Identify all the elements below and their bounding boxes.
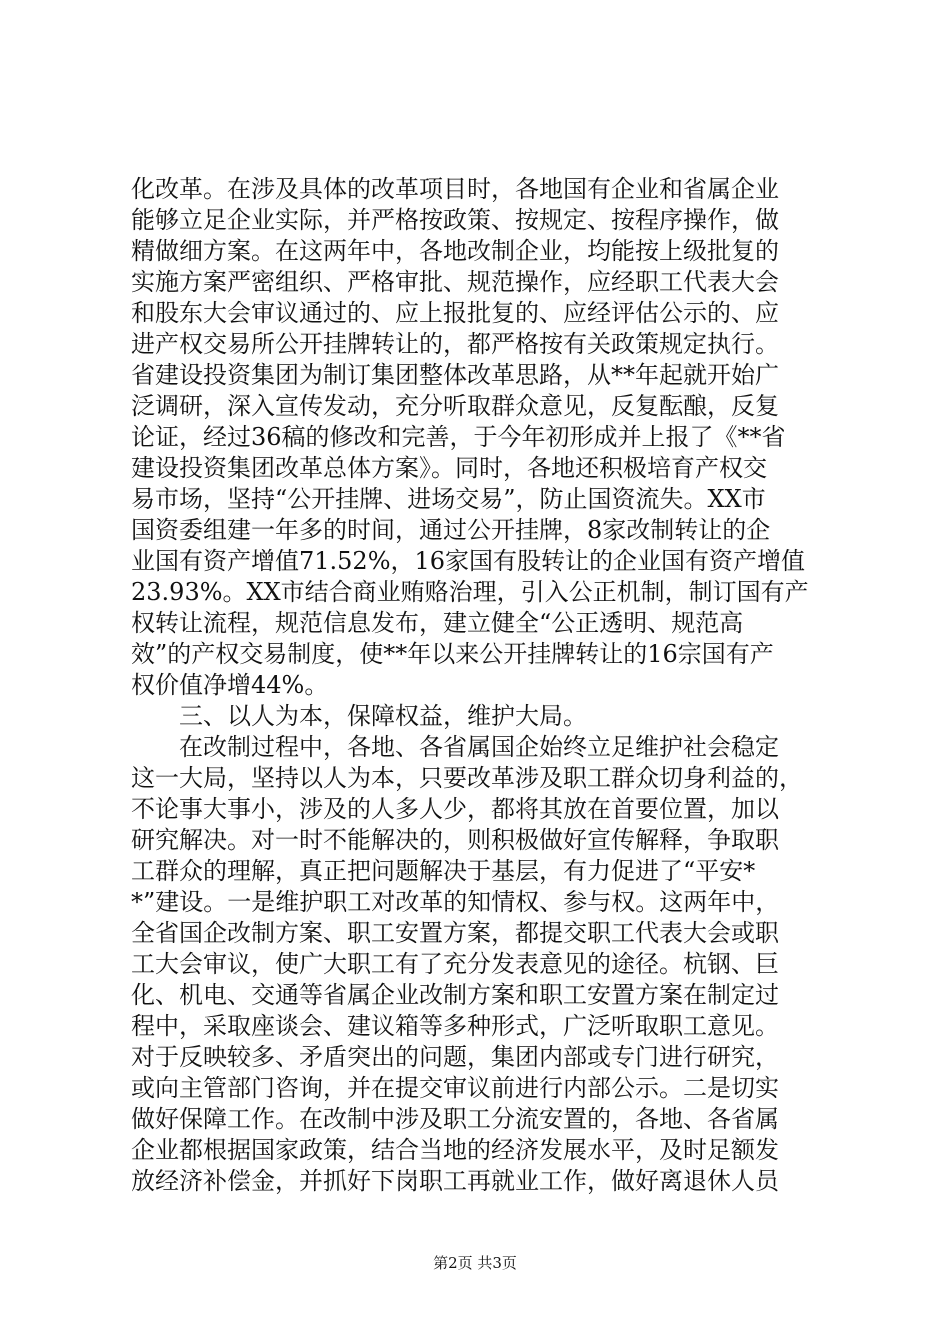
text-line: 工群众的理解，真正把问题解决于基层，有力促进了“平安* (131, 857, 756, 885)
text-line: 精做细方案。在这两年中，各地改制企业，均能按上级批复的 (131, 237, 779, 265)
text-line: 和股东大会审议通过的、应上报批复的、应经评估公示的、应 (131, 299, 779, 327)
text-line: 易市场，坚持“公开挂牌、进场交易”，防止国资流失。XX市 (131, 485, 766, 513)
text-line: 程中，采取座谈会、建议箱等多种形式，广泛听取职工意见。 (131, 1012, 779, 1040)
text-line: 国资委组建一年多的时间，通过公开挂牌，8家改制转让的企 (131, 516, 771, 544)
text-line: 实施方案严密组织、严格审批、规范操作，应经职工代表大会 (131, 268, 779, 296)
text-line: 效”的产权交易制度，使**年以来公开挂牌转让的16宗国有产 (131, 640, 774, 668)
text-line: 建设投资集团改革总体方案》。同时，各地还积极培育产权交 (131, 454, 767, 482)
text-line: 这一大局，坚持以人为本，只要改革涉及职工群众切身利益的， (131, 764, 803, 792)
text-line: 或向主管部门咨询，并在提交审议前进行内部公示。二是切实 (131, 1074, 779, 1102)
text-line: 论证，经过36稿的修改和完善，于今年初形成并上报了《**省 (131, 423, 786, 451)
text-line: 不论事大事小，涉及的人多人少，都将其放在首要位置，加以 (131, 795, 779, 823)
page-footer: 第2页 共3页 (433, 1254, 517, 1272)
text-line: 权转让流程，规范信息发布，建立健全“公正透明、规范高 (131, 609, 744, 637)
text-line: 化、机电、交通等省属企业改制方案和职工安置方案在制定过 (131, 981, 779, 1009)
text-line: 权价值净增44%。 (131, 671, 329, 699)
text-line: 全省国企改制方案、职工安置方案，都提交职工代表大会或职 (131, 919, 779, 947)
text-line: *”建设。一是维护职工对改革的知情权、参与权。这两年中， (131, 888, 780, 916)
text-line: 省建设投资集团为制订集团整体改革思路，从**年起就开始广 (131, 361, 779, 389)
text-line: 化改革。在涉及具体的改革项目时，各地国有企业和省属企业 (131, 175, 779, 203)
text-line: 研究解决。对一时不能解决的，则积极做好宣传解释，争取职 (131, 826, 779, 854)
section-heading: 三、以人为本，保障权益，维护大局。 (179, 702, 587, 730)
text-line: 做好保障工作。在改制中涉及职工分流安置的，各地、各省属 (131, 1105, 779, 1133)
text-line: 企业都根据国家政策，结合当地的经济发展水平，及时足额发 (131, 1136, 779, 1164)
text-line: 进产权交易所公开挂牌转让的，都严格按有关政策规定执行。 (131, 330, 779, 358)
text-line: 23.93%。XX市结合商业贿赂治理，引入公正机制，制订国有产 (131, 578, 809, 606)
text-line: 泛调研，深入宣传发动，充分听取群众意见，反复酝酿，反复 (131, 392, 779, 420)
text-line: 业国有资产增值71.52%，16家国有股转让的企业国有资产增值 (131, 547, 806, 575)
text-line: 能够立足企业实际，并严格按政策、按规定、按程序操作，做 (131, 206, 779, 234)
text-line: 放经济补偿金，并抓好下岗职工再就业工作，做好离退休人员 (131, 1167, 779, 1195)
text-line: 工大会审议，使广大职工有了充分发表意见的途径。杭钢、巨 (131, 950, 779, 978)
body-text (131, 174, 831, 1197)
text-line: 对于反映较多、矛盾突出的问题，集团内部或专门进行研究， (131, 1043, 779, 1071)
paragraph-first-line: 在改制过程中，各地、各省属国企始终立足维护社会稳定 (179, 733, 779, 761)
